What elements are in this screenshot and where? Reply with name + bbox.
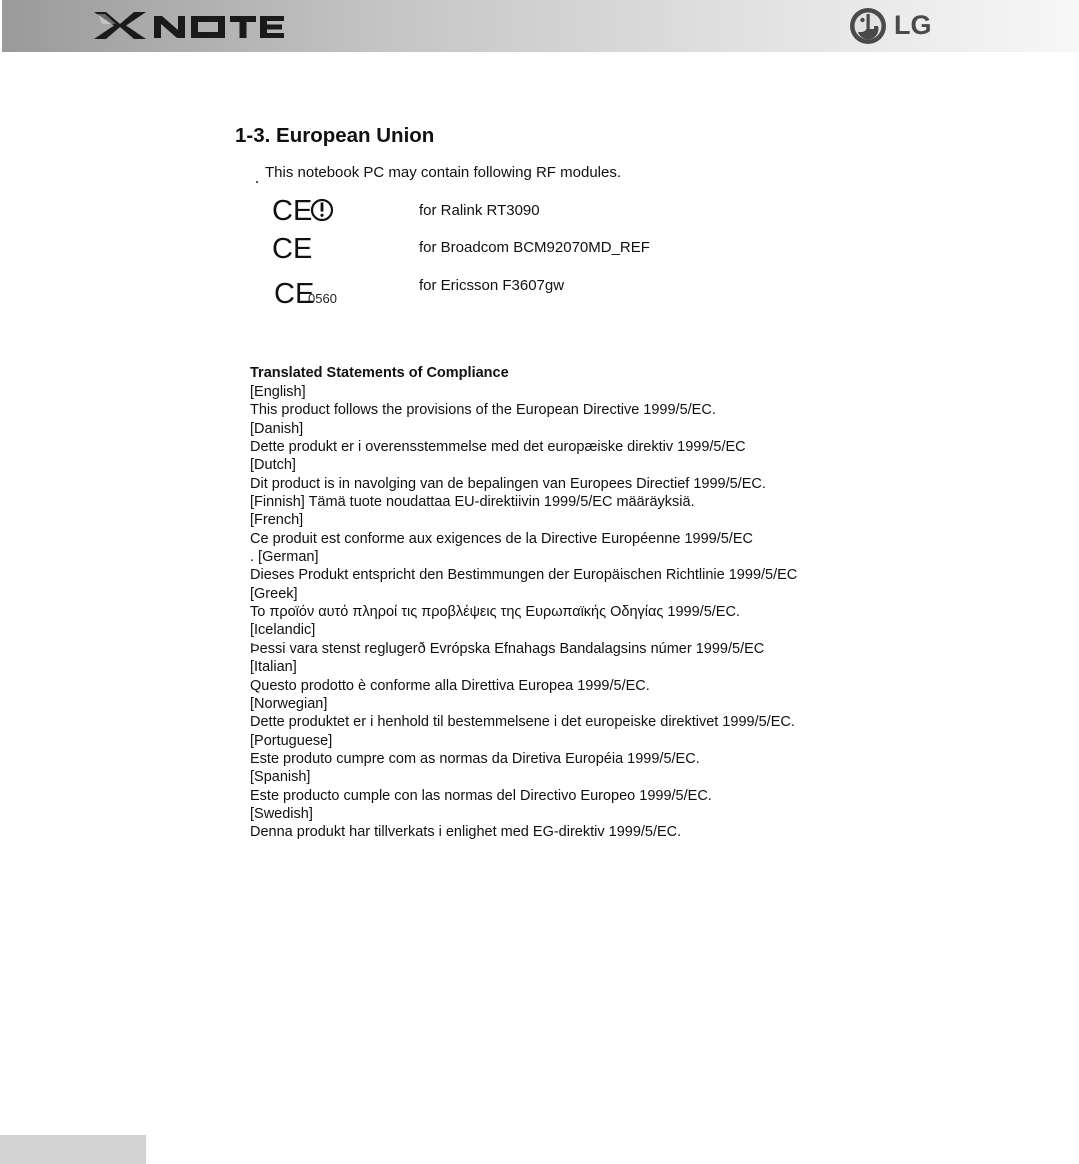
lg-logo xyxy=(848,6,938,46)
rf-module-row xyxy=(270,279,750,313)
compliance-line: [Finnish] Tämä tuote noudattaa EU-direktiivin 1999/5/EC määräyksiä. xyxy=(250,494,695,511)
ce-notified-mark-icon xyxy=(270,279,360,309)
notified-body-number: 0560 xyxy=(308,291,337,306)
compliance-line: Este produto cumpre com as normas da Diretiva Européia 1999/5/EC. xyxy=(250,750,700,767)
compliance-line: [Dutch] xyxy=(250,457,296,474)
compliance-line: [Icelandic] xyxy=(250,622,316,639)
compliance-statements xyxy=(250,364,870,842)
compliance-line: Denna produkt har tillverkats i enlighet med EG-direktiv 1999/5/EC. xyxy=(250,824,682,841)
compliance-line: [English] xyxy=(250,384,306,400)
compliance-line: Questo prodotto è conforme alla Direttiva Europea 1999/5/EC. xyxy=(250,677,650,694)
lg-face-icon xyxy=(848,6,888,46)
xnote-logo xyxy=(92,10,286,41)
rf-module-row xyxy=(270,234,750,268)
compliance-heading: Translated Statements of Compliance xyxy=(250,365,509,381)
compliance-line: [Spanish] xyxy=(250,769,311,786)
stray-dot xyxy=(256,181,258,183)
compliance-line: This product follows the provisions of the European Directive 1999/5/EC. xyxy=(250,402,716,419)
compliance-line: Ce produit est conforme aux exigences de la Directive Européenne 1999/5/EC xyxy=(250,530,753,547)
compliance-line: Este producto cumple con las normas del Directivo Europeo 1999/5/EC. xyxy=(250,787,712,804)
ce-mark-icon xyxy=(270,234,336,262)
compliance-line: Dette produktet er i henhold til bestemmelsene i det europeiske direktivet 1999/5/EC. xyxy=(250,714,795,731)
ce-mark-text: CE xyxy=(272,234,313,262)
rf-modules-intro: This notebook PC may contain following RF modules. xyxy=(265,164,622,181)
module-label: for Broadcom BCM92070MD_REF xyxy=(419,239,650,256)
ce-alert-mark-icon xyxy=(270,196,336,224)
page-footer-tab xyxy=(0,1135,146,1164)
module-label: for Ericsson F3607gw xyxy=(419,277,565,294)
compliance-line: [Norwegian] xyxy=(250,695,328,712)
page-header xyxy=(2,0,1079,52)
compliance-line: Dieses Produkt entspricht den Bestimmungen der Europäischen Richtlinie 1999/5/EC xyxy=(250,567,798,584)
compliance-line: [Greek] xyxy=(250,585,298,602)
ce-mark-text: CE xyxy=(272,196,313,224)
lg-wordmark: LG xyxy=(894,10,932,40)
compliance-line: Þessi vara stenst reglugerð Evrópska Efnahags Bandalagsins númer 1999/5/EC xyxy=(250,640,765,657)
rf-module-row xyxy=(270,196,750,230)
compliance-line: Dette produkt er i overensstemmelse med det europæiske direktiv 1999/5/EC xyxy=(250,439,746,456)
compliance-line: [Italian] xyxy=(250,659,297,676)
section-title: 1-3. European Union xyxy=(235,124,435,147)
compliance-line: . [German] xyxy=(250,549,319,566)
compliance-line: [Danish] xyxy=(250,420,304,437)
compliance-line: [Swedish] xyxy=(250,805,313,822)
compliance-line: Το προϊόν αυτό πληροί τις προβλέψεις της Ευρωπαϊκής Οδηγίας 1999/5/EC. xyxy=(250,604,740,621)
compliance-line: Dit product is in navolging van de bepalingen van Europees Directief 1999/5/EC. xyxy=(250,475,766,492)
compliance-line: [French] xyxy=(250,512,304,529)
module-label: for Ralink RT3090 xyxy=(419,202,540,219)
compliance-line: [Portuguese] xyxy=(250,732,333,749)
ce-mark-text: CE xyxy=(274,279,315,309)
